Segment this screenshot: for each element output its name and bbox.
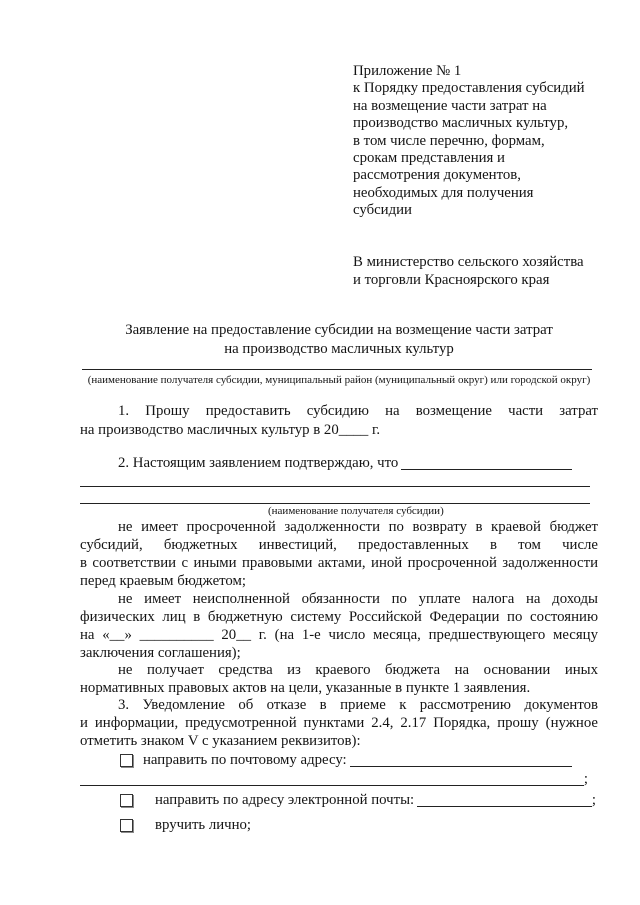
postal-address-field-line-2 [80, 770, 584, 786]
delivery-option-in-person [120, 816, 251, 834]
addressee-line: В министерство сельского хозяйства [353, 254, 584, 270]
postal-line-end: ; [583, 771, 588, 787]
title-line: на производство масличных культур [224, 341, 454, 357]
item-3-line: 3. Уведомление об отказе в приеме к рассмотрению документов [118, 697, 598, 713]
recipient-name-field [82, 369, 592, 370]
addressee-line: и торговли Красноярского края [353, 272, 550, 288]
condition-line: не получает средства из краевого бюджета на основании иных [118, 662, 598, 678]
appendix-line: рассмотрения документов, [353, 167, 521, 184]
delivery-option-postal [120, 751, 572, 769]
condition-line: субсидий, бюджетных инвестиций, предоставленных в том числе [80, 537, 598, 553]
item-1-line: на производство масличных культур в 20____ г. [80, 422, 381, 438]
postal-checkbox [120, 754, 133, 767]
item-1-line: 1. Прошу предоставить субсидию на возмещение части затрат [118, 403, 598, 419]
condition-line: заключения соглашения); [80, 645, 241, 661]
email-option-label: направить по адресу электронной почты: [155, 792, 415, 808]
item-3-line: и информации, предусмотренной пунктами 2.4, 2.17 Порядка, прошу (нужное [80, 715, 598, 731]
recipient-confirm-line [80, 503, 590, 504]
appendix-line: производство масличных культур, [353, 115, 569, 132]
condition-line: физических лиц в бюджетную систему Российской Федерации по состоянию [80, 609, 598, 625]
condition-line: не имеет просроченной задолженности по возврату в краевой бюджет [118, 519, 598, 535]
condition-line: перед краевым бюджетом; [80, 573, 247, 589]
email-checkbox [120, 794, 133, 807]
appendix-line: к Порядку предоставления субсидий [353, 80, 585, 97]
condition-line: в соответствии с иными правовыми актами, иной просроченной задолженности [80, 555, 598, 571]
postal-option-label: направить по почтовому адресу: [143, 752, 347, 768]
recipient-confirm-line [80, 486, 590, 487]
appendix-line: на возмещение части затрат на [353, 97, 547, 114]
item-2-caption: (наименование получателя субсидии) [268, 505, 444, 517]
postal-address-continuation [80, 770, 588, 788]
item-3-line: отметить знаком V с указанием реквизитов): [80, 733, 361, 749]
item-2-lead: 2. Настоящим заявлением подтверждаю, что [118, 455, 399, 471]
condition-line: не имеет неисполненной обязанности по уплате налога на доходы [118, 591, 598, 607]
appendix-line: субсидии [353, 202, 412, 219]
delivery-option-email [120, 791, 596, 809]
addressee-block [353, 253, 584, 289]
condition-line: нормативных правовых актов на цели, указанные в пункте 1 заявления. [80, 680, 531, 696]
recipient-confirm-field [401, 454, 572, 470]
condition-line: на «__» __________ 20__ г. (на 1-е число месяца, предшествующего месяцу [80, 627, 598, 643]
recipient-field-caption: (наименование получателя субсидии, муниципальный район (муниципальный округ) или городской округ) [87, 374, 591, 386]
document-title [80, 321, 598, 359]
appendix-line: срокам представления и [353, 150, 505, 167]
appendix-line: в том числе перечню, формам, [353, 132, 545, 149]
appendix-line: Приложение № 1 [353, 63, 462, 79]
appendix-line: необходимых для получения [353, 184, 534, 201]
title-line: Заявление на предоставление субсидии на возмещение части затрат [125, 322, 553, 338]
email-line-end: ; [591, 792, 596, 808]
postal-address-field [350, 751, 572, 767]
in-person-checkbox [120, 819, 133, 832]
item-2-row [118, 454, 572, 472]
email-address-field [417, 791, 592, 807]
appendix-heading [353, 63, 585, 220]
in-person-option-label: вручить лично; [155, 817, 252, 833]
